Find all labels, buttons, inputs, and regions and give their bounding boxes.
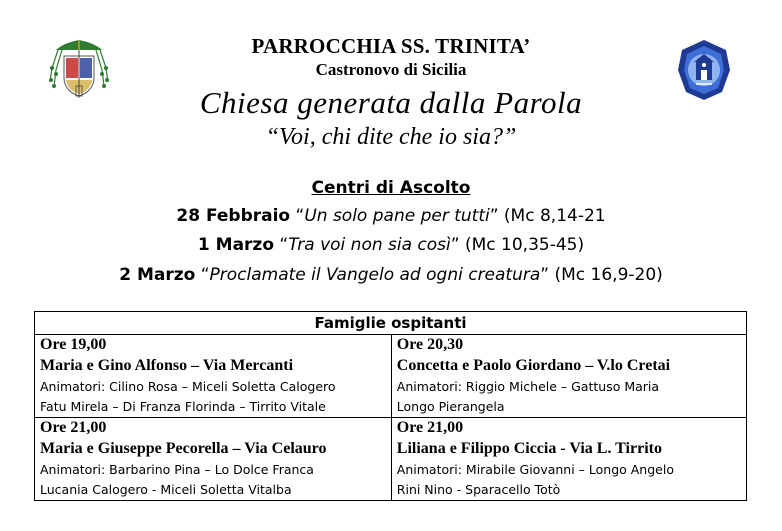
animators-line: Animatori: Cilino Rosa – Miceli Soletta Calogero bbox=[40, 379, 336, 394]
event-title: Proclamate il Vangelo ad ogni creatura bbox=[209, 265, 541, 285]
animators-line: Lucania Calogero - Miceli Soletta Vitalba bbox=[40, 482, 292, 497]
gospel-quote: “Voi, chi dite che io sia?” bbox=[265, 124, 517, 150]
event-open-quote: “ bbox=[274, 235, 289, 255]
event-line bbox=[0, 206, 782, 226]
meeting-time: Ore 21,00 bbox=[40, 419, 107, 436]
event-reference: ” (Mc 8,14-21 bbox=[489, 206, 606, 226]
animators-line: Longo Pierangela bbox=[396, 399, 505, 414]
meeting-time: Ore 20,30 bbox=[396, 336, 464, 353]
event-open-quote: “ bbox=[195, 265, 210, 285]
event-open-quote: “ bbox=[290, 206, 305, 226]
host-cell bbox=[35, 335, 392, 418]
event-title: Un solo pane per tutti bbox=[304, 206, 490, 226]
host-cell bbox=[391, 335, 746, 418]
host-family: Maria e Gino Alfonso – Via Mercanti bbox=[40, 357, 294, 374]
animators-line: Rini Nino - Sparacello Totò bbox=[396, 482, 561, 497]
motto: Chiesa generata dalla Parola bbox=[199, 85, 583, 120]
event-line bbox=[0, 235, 782, 255]
listening-centers-title: Centri di Ascolto bbox=[311, 178, 471, 198]
animators-line: Fatu Mirela – Di Franza Florinda – Tirrito Vitale bbox=[40, 399, 326, 414]
meeting-time: Ore 21,00 bbox=[396, 419, 464, 436]
event-date: 28 Febbraio bbox=[176, 206, 291, 226]
host-family: Maria e Giuseppe Pecorella – Via Celauro bbox=[40, 440, 327, 457]
table-heading: Famiglie ospitanti bbox=[35, 312, 747, 335]
animators-line: Animatori: Barbarino Pina – Lo Dolce Franca bbox=[40, 462, 314, 477]
event-date: 2 Marzo bbox=[119, 265, 196, 285]
host-families-table bbox=[34, 311, 747, 501]
event-title: Tra voi non sia così bbox=[288, 235, 451, 255]
host-family: Concetta e Paolo Giordano – V.lo Cretai bbox=[396, 357, 671, 374]
town-name: Castronovo di Sicilia bbox=[315, 60, 467, 79]
event-date: 1 Marzo bbox=[197, 235, 274, 255]
event-line bbox=[0, 265, 782, 285]
host-family: Liliana e Filippo Ciccia - Via L. Tirrito bbox=[396, 440, 662, 457]
meeting-time: Ore 19,00 bbox=[40, 336, 107, 353]
host-cell bbox=[391, 418, 746, 501]
animators-line: Animatori: Riggio Michele – Gattuso Maria bbox=[396, 379, 660, 394]
event-reference: ” (Mc 16,9-20) bbox=[540, 265, 663, 285]
host-cell bbox=[35, 418, 392, 501]
animators-line: Animatori: Mirabile Giovanni – Longo Angelo bbox=[396, 462, 674, 477]
event-reference: ” (Mc 10,35-45) bbox=[450, 235, 585, 255]
parish-name: PARROCCHIA SS. TRINITA’ bbox=[251, 34, 531, 58]
